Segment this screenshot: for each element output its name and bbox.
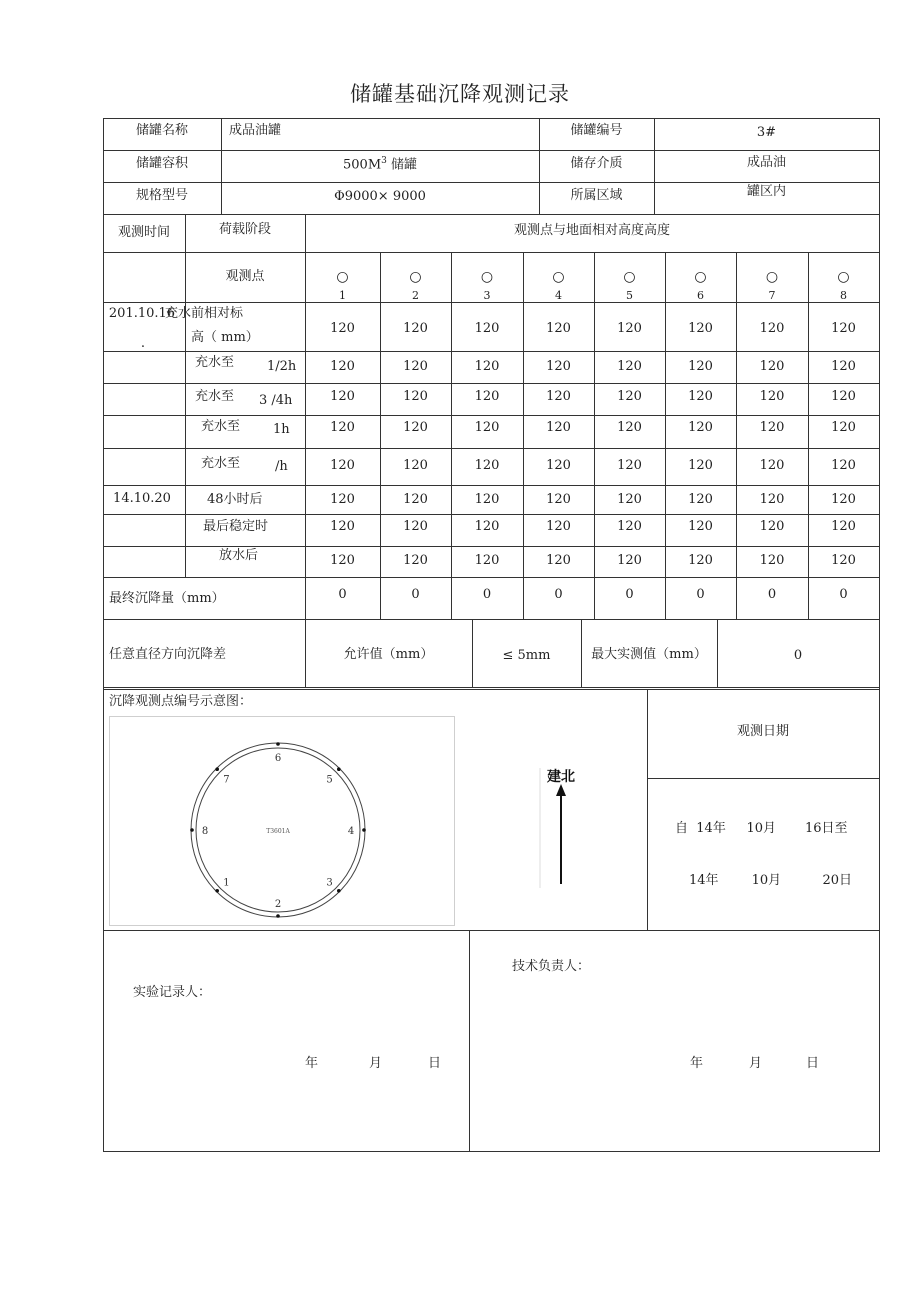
settlement-point-dot [337,767,341,771]
medium-value: 成品油 [746,155,786,170]
settlement-point-label: 7 [223,774,230,786]
reading-cell: 120 [617,458,642,473]
date-to-year: 14年 [689,873,719,888]
reading-cell: 120 [403,492,428,507]
tank-name-label: 储罐名称 [135,123,188,138]
grid-line [103,351,880,352]
reading-cell: 120 [474,553,500,568]
tech-year: 年 [690,1056,704,1071]
reading-cell: 120 [688,458,713,473]
date-from [675,821,875,837]
settlement-point-label: 5 [326,774,333,786]
grid-line [103,214,880,215]
grid-line [103,383,880,384]
reading-cell: 120 [617,359,642,374]
relative-height-header: 观测点与地面相对高度高度 [513,223,670,238]
reading-cell: 120 [688,553,713,568]
grid-line [647,778,880,779]
stage-label: 1/2h [267,359,297,374]
tank-number-value: 3# [756,125,777,140]
reading-cell: 120 [831,321,856,336]
obs-point-number: 7 [768,289,776,302]
reading-cell: 120 [759,359,785,374]
obs-point-symbol: ○ [409,269,422,285]
settlement-point-dot [215,889,219,893]
grid-line [103,689,880,690]
reading-cell: 120 [330,321,355,336]
reading-cell: 120 [474,321,500,336]
obs-date-label: 观测日期 [736,724,789,739]
obs-point-number: 1 [339,289,346,302]
settlement-point-dot [337,889,341,893]
north-label: 建北 [547,769,575,785]
reading-cell: 120 [546,553,571,568]
reading-cell: 120 [617,321,642,336]
spec-label: 规格型号 [135,188,188,203]
recorder-day: 日 [428,1056,442,1071]
grid-line [103,1151,880,1152]
grid-line [103,118,880,119]
reading-cell: 120 [759,492,785,507]
stage-label: /h [275,459,288,474]
reading-cell: 120 [403,553,428,568]
reading-cell: 120 [330,359,355,374]
reading-cell: 120 [474,458,500,473]
tech-day: 日 [806,1056,820,1071]
stage-label: 48小时后 [207,492,263,507]
reading-cell: 120 [831,492,856,507]
obs-point-symbol: ○ [552,269,565,285]
allow-label: 允许值（mm） [343,647,434,662]
stage-label: 充水至 [201,456,241,471]
grid-line [103,485,880,486]
date-from-month: 10月 [746,821,777,836]
reading-cell: 120 [474,492,500,507]
date-to-month: 10月 [751,873,782,888]
settlement-point-label: 6 [274,753,282,764]
reading-cell: 120 [474,389,500,404]
max-measured-value: 0 [793,648,803,663]
obs-point-symbol: ○ [480,269,494,285]
reading-cell: 120 [546,458,571,473]
obs-point-header: 观测点 [225,269,265,284]
reading-cell: 120 [474,519,500,534]
final-settlement-value: 0 [625,587,634,602]
obs-point-symbol: ○ [694,269,707,285]
reading-cell: 120 [403,389,428,404]
page-title: 储罐基础沉降观测记录 [350,82,570,106]
grid-line [103,619,880,620]
area-label: 所属区域 [570,188,623,203]
spec-value: Φ9000× 9000 [334,189,426,204]
obs-time-cell: . [140,336,146,351]
grid-line [103,448,880,449]
north-arrow-icon [538,766,588,891]
tank-point-diagram [109,716,455,926]
grid-line [879,118,880,1152]
tank-name-value: 成品油罐 [229,123,282,138]
obs-point-number: 6 [697,289,704,302]
stage-label: 最后稳定时 [203,519,269,534]
obs-point-symbol: ○ [765,269,779,285]
obs-point-number: 8 [840,289,847,302]
grid-line [103,546,880,547]
recorder-label: 实验记录人： [133,985,212,1000]
grid-line [103,687,880,688]
recorder-year: 年 [305,1056,319,1071]
north-arrow-head [556,784,566,796]
reading-cell: 120 [330,420,355,435]
reading-cell: 120 [330,519,355,534]
obs-time-header: 观测时间 [117,225,170,240]
reading-cell: 120 [617,389,642,404]
date-from-year: 14年 [696,821,726,836]
settlement-point-label: 3 [326,877,333,889]
obs-point-symbol: ○ [837,269,850,285]
reading-cell: 120 [330,492,355,507]
stage-label: 高（ mm） [191,330,259,345]
reading-cell: 120 [759,519,785,534]
reading-cell: 120 [617,492,642,507]
settlement-point-dot [362,828,366,832]
stage-label: 1h [273,422,290,437]
load-stage-header: 荷载阶段 [218,222,271,237]
reading-cell: 120 [403,321,428,336]
obs-point-number: 2 [412,289,419,302]
reading-cell: 120 [759,389,785,404]
reading-cell: 120 [617,519,642,534]
reading-cell: 120 [759,420,785,435]
reading-cell: 120 [330,458,355,473]
reading-cell: 120 [546,389,571,404]
settlement-point-dot [276,742,280,746]
grid-line [103,150,880,151]
grid-line [103,514,880,515]
reading-cell: 120 [546,519,571,534]
reading-cell: 120 [330,389,355,404]
settlement-point-dot [215,767,219,771]
grid-line [103,415,880,416]
recorder-month: 月 [369,1056,383,1071]
date-to [689,873,879,889]
reading-cell: 120 [688,492,713,507]
obs-time-cell: 14.10.20 [113,491,171,506]
reading-cell: 120 [831,389,856,404]
tank-capacity-label: 储罐容积 [135,156,188,171]
date-from-prefix: 自 [675,821,689,836]
area-value: 罐区内 [746,184,786,199]
date-to-day: 20日 [822,873,853,888]
reading-cell: 120 [831,458,856,473]
tech-lead-label: 技术负责人： [512,959,591,974]
date-from-day: 16日至 [804,821,848,836]
tech-month: 月 [749,1056,763,1071]
reading-cell: 120 [617,420,642,435]
stage-label: 充水至 [201,419,241,434]
settlement-point-dot [190,828,194,832]
grid-line [103,930,880,931]
stage-label: 3 /4h [259,393,293,408]
reading-cell: 120 [759,321,785,336]
obs-point-symbol: ○ [623,269,636,285]
medium-label: 储存介质 [570,156,623,171]
reading-cell: 120 [688,420,713,435]
diagram-label: 沉降观测点编号示意图： [109,694,253,709]
reading-cell: 120 [831,359,856,374]
settlement-record-table [103,118,879,1152]
obs-point-number: 3 [483,289,491,302]
reading-cell: 120 [546,359,571,374]
obs-point-symbol: ○ [336,269,349,285]
reading-cell: 120 [403,458,428,473]
settlement-point-label: 8 [201,826,209,837]
reading-cell: 120 [831,553,856,568]
stage-label: 充水前相对标 [165,306,244,321]
reading-cell: 120 [474,359,500,374]
obs-time-cell: 201.10.16 [108,306,176,321]
final-settlement-label: 最终沉降量（mm） [109,591,225,606]
grid-line [103,118,104,1152]
stage-label: 充水至 [195,355,235,370]
reading-cell: 120 [688,519,713,534]
stage-label: 充水至 [195,389,235,404]
reading-cell: 120 [831,519,856,534]
grid-line [103,577,880,578]
final-settlement-value: 0 [767,587,777,602]
reading-cell: 120 [688,321,713,336]
tank-capacity-value: $500M^3$ 储罐 [343,156,417,173]
reading-cell: 120 [546,492,571,507]
settlement-point-label: 2 [274,899,282,910]
final-settlement-value: 0 [696,587,705,602]
final-settlement-value: 0 [338,587,347,602]
reading-cell: 120 [688,389,713,404]
obs-point-number: 5 [626,289,633,302]
reading-cell: 120 [330,553,355,568]
grid-line [103,252,880,253]
reading-cell: 120 [688,359,713,374]
reading-cell: 120 [403,519,428,534]
reading-cell: 120 [546,321,571,336]
settlement-point-label: 4 [347,826,355,837]
final-settlement-value: 0 [411,587,420,602]
settlement-diff-label: 任意直径方向沉降差 [109,647,227,662]
settlement-point-label: 1 [223,877,230,889]
final-settlement-value: 0 [554,587,563,602]
reading-cell: 120 [474,420,500,435]
reading-cell: 120 [403,420,428,435]
final-settlement-value: 0 [482,587,492,602]
final-settlement-value: 0 [839,587,848,602]
stage-label: 放水后 [219,548,259,563]
obs-point-number: 4 [555,289,562,302]
tank-number-label: 储罐编号 [570,123,623,138]
reading-cell: 120 [403,359,428,374]
reading-cell: 120 [617,553,642,568]
grid-line [103,182,880,183]
grid-line [469,930,470,1152]
max-measured-label: 最大实测值（mm） [591,647,707,662]
allow-value: ≤ 5mm [502,648,551,663]
reading-cell: 120 [759,553,785,568]
reading-cell: 120 [759,458,785,473]
settlement-point-dot [276,914,280,918]
tank-center-label: T3601A [266,828,290,835]
reading-cell: 120 [546,420,571,435]
reading-cell: 120 [831,420,856,435]
